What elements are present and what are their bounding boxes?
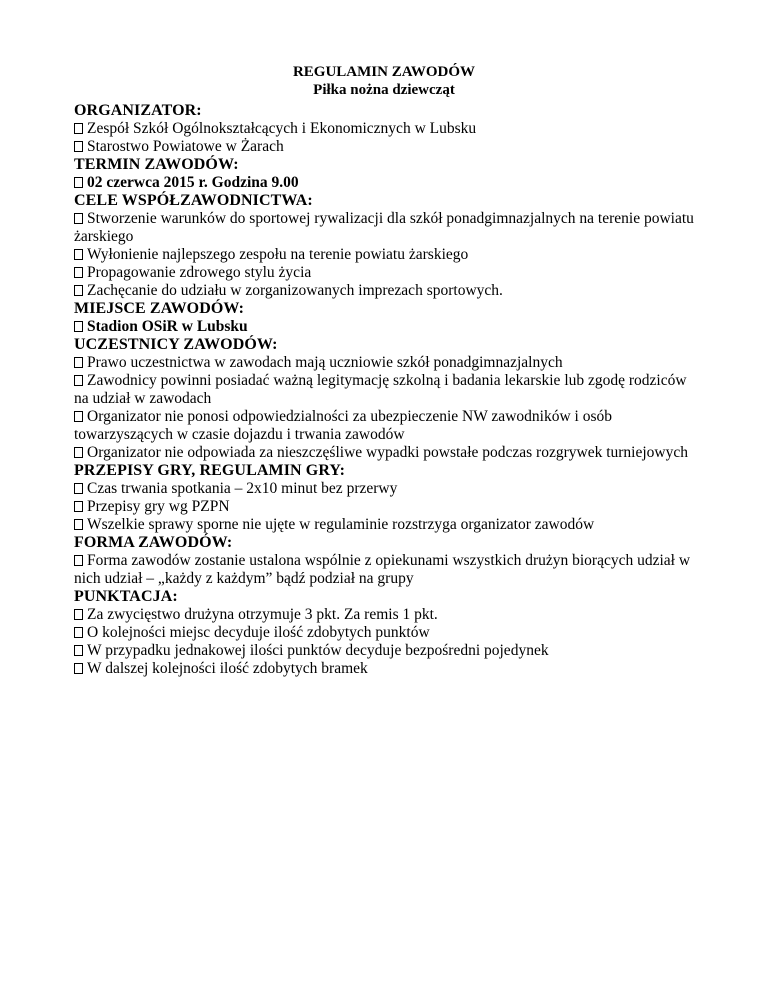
section-heading: FORMA ZAWODÓW: (74, 534, 233, 551)
list-item-text: Zawodnicy powinni posiadać ważną legitymację szkolną i badania lekarskie lub zgodę rodziców na udział w zawodach (74, 372, 687, 407)
bullet-box-icon (74, 555, 83, 566)
list-item (74, 660, 694, 678)
list-item (74, 210, 694, 246)
document-subtitle: Piłka nożna dziewcząt (313, 82, 455, 98)
list-item (74, 480, 694, 498)
list-item-text: W dalszej kolejności ilość zdobytych bramek (87, 660, 368, 677)
list-item (74, 354, 694, 372)
list-item (74, 120, 694, 138)
bullet-box-icon (74, 501, 83, 512)
bullet-box-icon (74, 357, 83, 368)
list-item-text: Stadion OSiR w Lubsku (87, 318, 248, 335)
bullet-box-icon (74, 123, 83, 134)
section-heading: MIEJSCE ZAWODÓW: (74, 300, 245, 317)
bullet-box-icon (74, 447, 83, 458)
section-heading: CELE WSPÓŁZAWODNICTWA: (74, 192, 313, 209)
section-heading: TERMIN ZAWODÓW: (74, 156, 239, 173)
list-item (74, 372, 694, 408)
bullet-box-icon (74, 483, 83, 494)
list-item-text: Wyłonienie najlepszego zespołu na terenie powiatu żarskiego (87, 246, 469, 263)
bullet-box-icon (74, 141, 83, 152)
bullet-box-icon (74, 663, 83, 674)
list-item-text: Organizator nie odpowiada za nieszczęśliwe wypadki powstałe podczas rozgrywek turniejowych (87, 444, 688, 461)
bullet-box-icon (74, 627, 83, 638)
section-heading: UCZESTNICY ZAWODÓW: (74, 336, 278, 353)
bullet-box-icon (74, 249, 83, 260)
list-item-text: Forma zawodów zostanie ustalona wspólnie z opiekunami wszystkich drużyn biorących udział w nich udział – „każdy z każdym” bądź podział na grupy (74, 552, 691, 587)
list-item (74, 264, 694, 282)
list-item-text: Starostwo Powiatowe w Żarach (87, 138, 284, 155)
document-title: REGULAMIN ZAWODÓW (292, 64, 476, 80)
list-item-text: 02 czerwca 2015 r. Godzina 9.00 (87, 174, 299, 191)
list-item-text: Zespół Szkół Ogólnokształcących i Ekonomicznych w Lubsku (87, 120, 477, 137)
bullet-box-icon (74, 411, 83, 422)
bullet-box-icon (74, 213, 83, 224)
list-item-text: Przepisy gry wg PZPN (87, 498, 230, 515)
list-item-text: O kolejności miejsc decyduje ilość zdobytych punktów (87, 624, 430, 641)
bullet-box-icon (74, 519, 83, 530)
list-item (74, 642, 694, 660)
list-item-text: Propagowanie zdrowego stylu życia (87, 264, 312, 281)
bullet-box-icon (74, 609, 83, 620)
bullet-box-icon (74, 321, 83, 332)
list-item-text: Zachęcanie do udziału w zorganizowanych imprezach sportowych. (87, 282, 503, 299)
bullet-box-icon (74, 645, 83, 656)
list-item (74, 246, 694, 264)
sections-container (74, 102, 694, 678)
list-item (74, 516, 694, 534)
list-item-text: Za zwycięstwo drużyna otrzymuje 3 pkt. Za remis 1 pkt. (87, 606, 438, 623)
list-item-text: Czas trwania spotkania – 2x10 minut bez przerwy (87, 480, 398, 497)
section-heading: PUNKTACJA: (74, 588, 178, 605)
bullet-box-icon (74, 285, 83, 296)
document-page (74, 64, 694, 678)
bullet-box-icon (74, 177, 83, 188)
list-item (74, 498, 694, 516)
list-item (74, 624, 694, 642)
list-item (74, 444, 694, 462)
list-item-text: Organizator nie ponosi odpowiedzialności za ubezpieczenie NW zawodników i osób towarzyszących w czasie dojazdu i trwania zawodów (74, 408, 612, 443)
list-item-text: Wszelkie sprawy sporne nie ujęte w regulaminie rozstrzyga organizator zawodów (87, 516, 595, 533)
list-item (74, 318, 694, 336)
list-item (74, 408, 694, 444)
list-item-text: Prawo uczestnictwa w zawodach mają uczniowie szkół ponadgimnazjalnych (87, 354, 563, 371)
section-heading: PRZEPISY GRY, REGULAMIN GRY: (74, 462, 346, 479)
list-item-text: W przypadku jednakowej ilości punktów decyduje bezpośredni pojedynek (87, 642, 549, 659)
bullet-box-icon (74, 375, 83, 386)
section-heading: ORGANIZATOR: (74, 102, 202, 119)
list-item (74, 138, 694, 156)
list-item (74, 606, 694, 624)
list-item-text: Stworzenie warunków do sportowej rywalizacji dla szkół ponadgimnazjalnych na terenie powiatu żarskiego (74, 210, 694, 245)
list-item (74, 282, 694, 300)
list-item (74, 174, 694, 192)
bullet-box-icon (74, 267, 83, 278)
list-item (74, 552, 694, 588)
